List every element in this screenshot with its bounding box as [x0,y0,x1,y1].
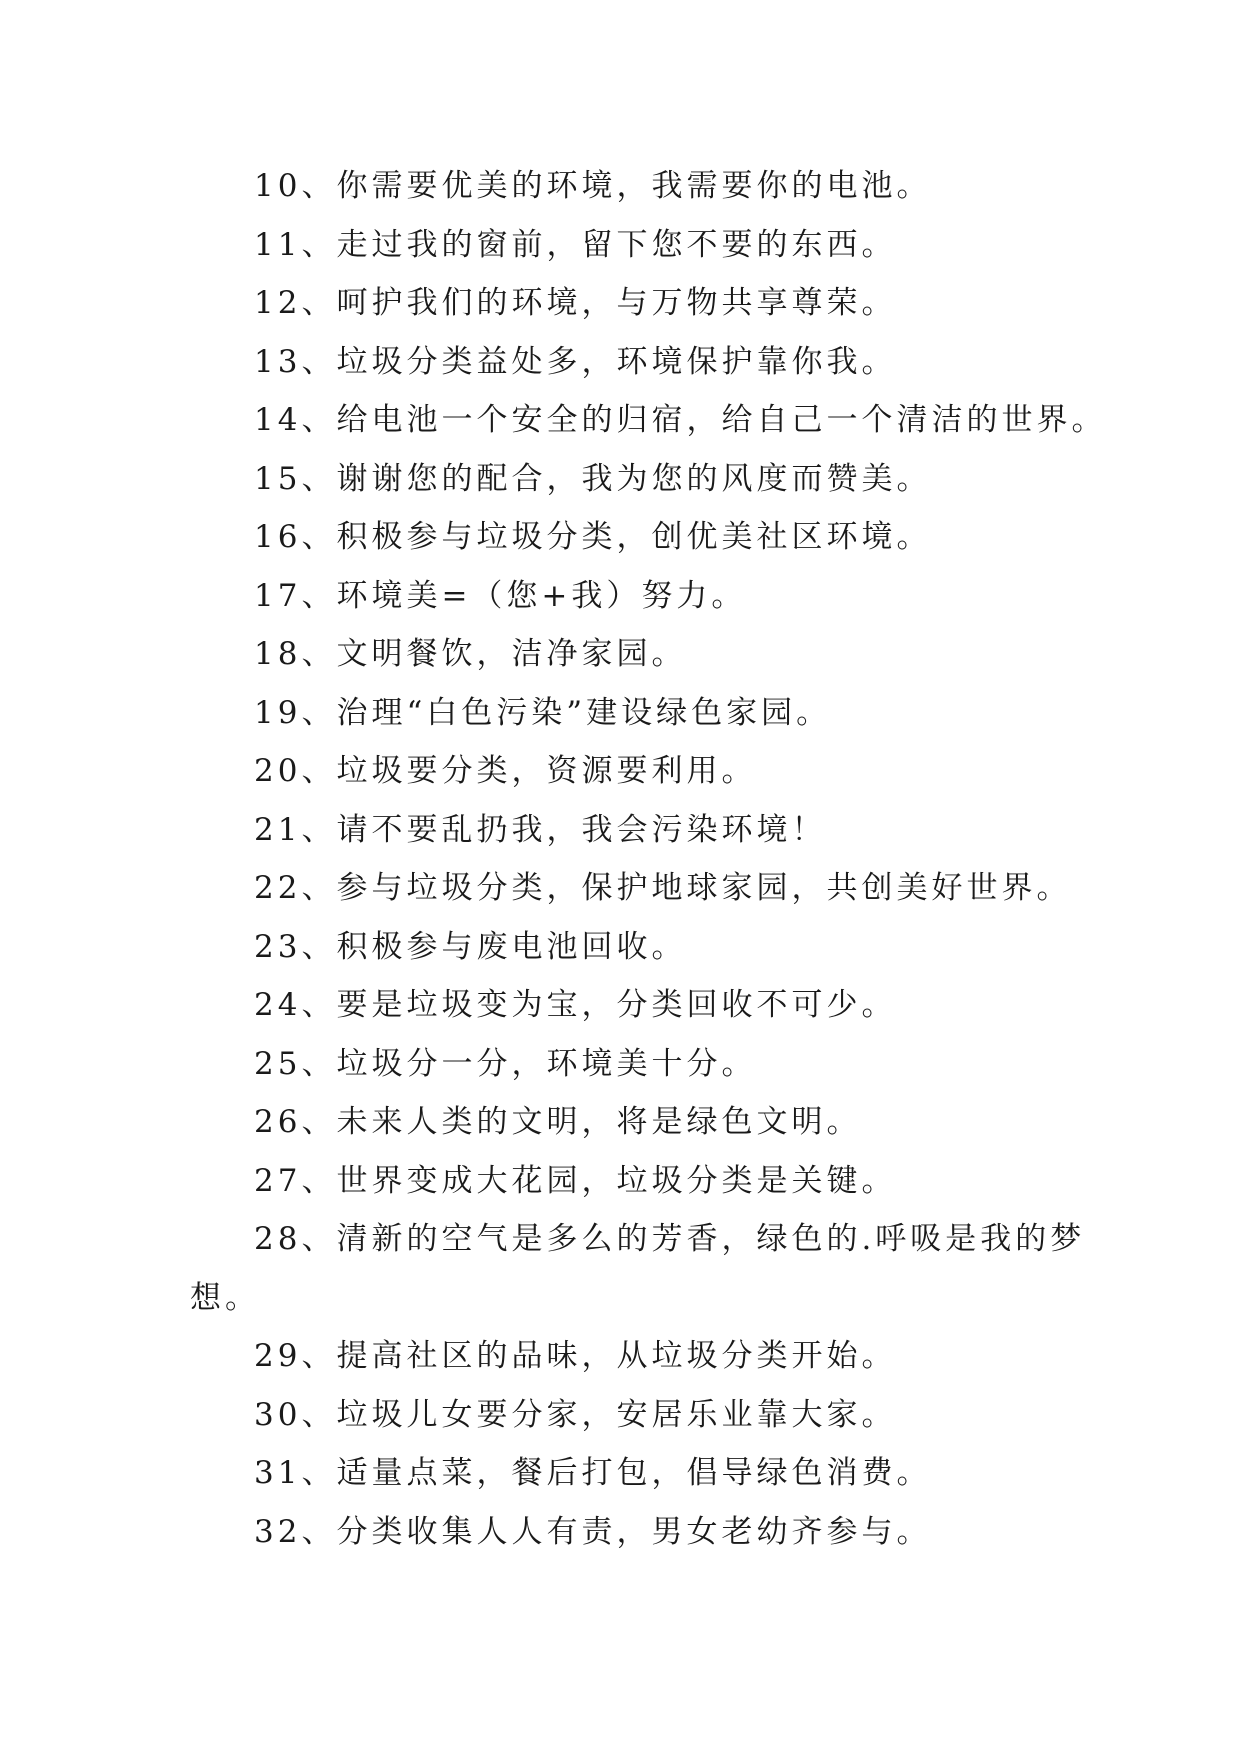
slogan-line: 22、参与垃圾分类，保护地球家园，共创美好世界。 [254,870,1072,906]
slogan-line: 20、垃圾要分类，资源要利用。 [254,753,757,789]
slogan-line: 10、你需要优美的环境，我需要你的电池。 [254,168,932,204]
slogan-list [190,157,1107,1561]
slogan-line: 32、分类收集人人有责，男女老幼齐参与。 [254,1513,932,1550]
slogan-line: 23、积极参与废电池回收。 [254,928,687,965]
slogan-line: 27、世界变成大花园，垃圾分类是关键。 [254,1162,897,1199]
slogan-line: 15、谢谢您的配合，我为您的风度而赞美。 [254,460,932,497]
slogan-line: 30、垃圾儿女要分家，安居乐业靠大家。 [254,1396,897,1433]
slogan-line: 21、请不要乱扔我，我会污染环境！ [254,811,827,848]
slogan-line: 18、文明餐饮，洁净家园。 [254,636,687,672]
slogan-line: 13、垃圾分类益处多，环境保护靠你我。 [254,343,897,380]
slogan-line: 16、积极参与垃圾分类，创优美社区环境。 [254,519,932,555]
slogan-line: 12、呵护我们的环境，与万物共享尊荣。 [254,285,897,321]
slogan-line: 17、环境美=（您+我）努力。 [254,577,747,614]
slogan-line: 29、提高社区的品味，从垃圾分类开始。 [254,1338,897,1374]
slogan-line: 28、清新的空气是多么的芳香，绿色的.呼吸是我的梦 [254,1221,1086,1257]
slogan-line: 31、适量点菜，餐后打包，倡导绿色消费。 [254,1455,932,1491]
slogan-line-continuation: 想。 [190,1279,260,1316]
slogan-line: 11、走过我的窗前，留下您不要的东西。 [254,226,897,263]
slogan-line: 24、要是垃圾变为宝，分类回收不可少。 [254,987,897,1023]
slogan-line: 19、治理“白色污染”建设绿色家园。 [254,694,832,731]
slogan-line: 14、给电池一个安全的归宿，给自己一个清洁的世界。 [254,402,1107,438]
slogan-line: 25、垃圾分一分，环境美十分。 [254,1045,757,1082]
slogan-line: 26、未来人类的文明，将是绿色文明。 [254,1104,862,1140]
